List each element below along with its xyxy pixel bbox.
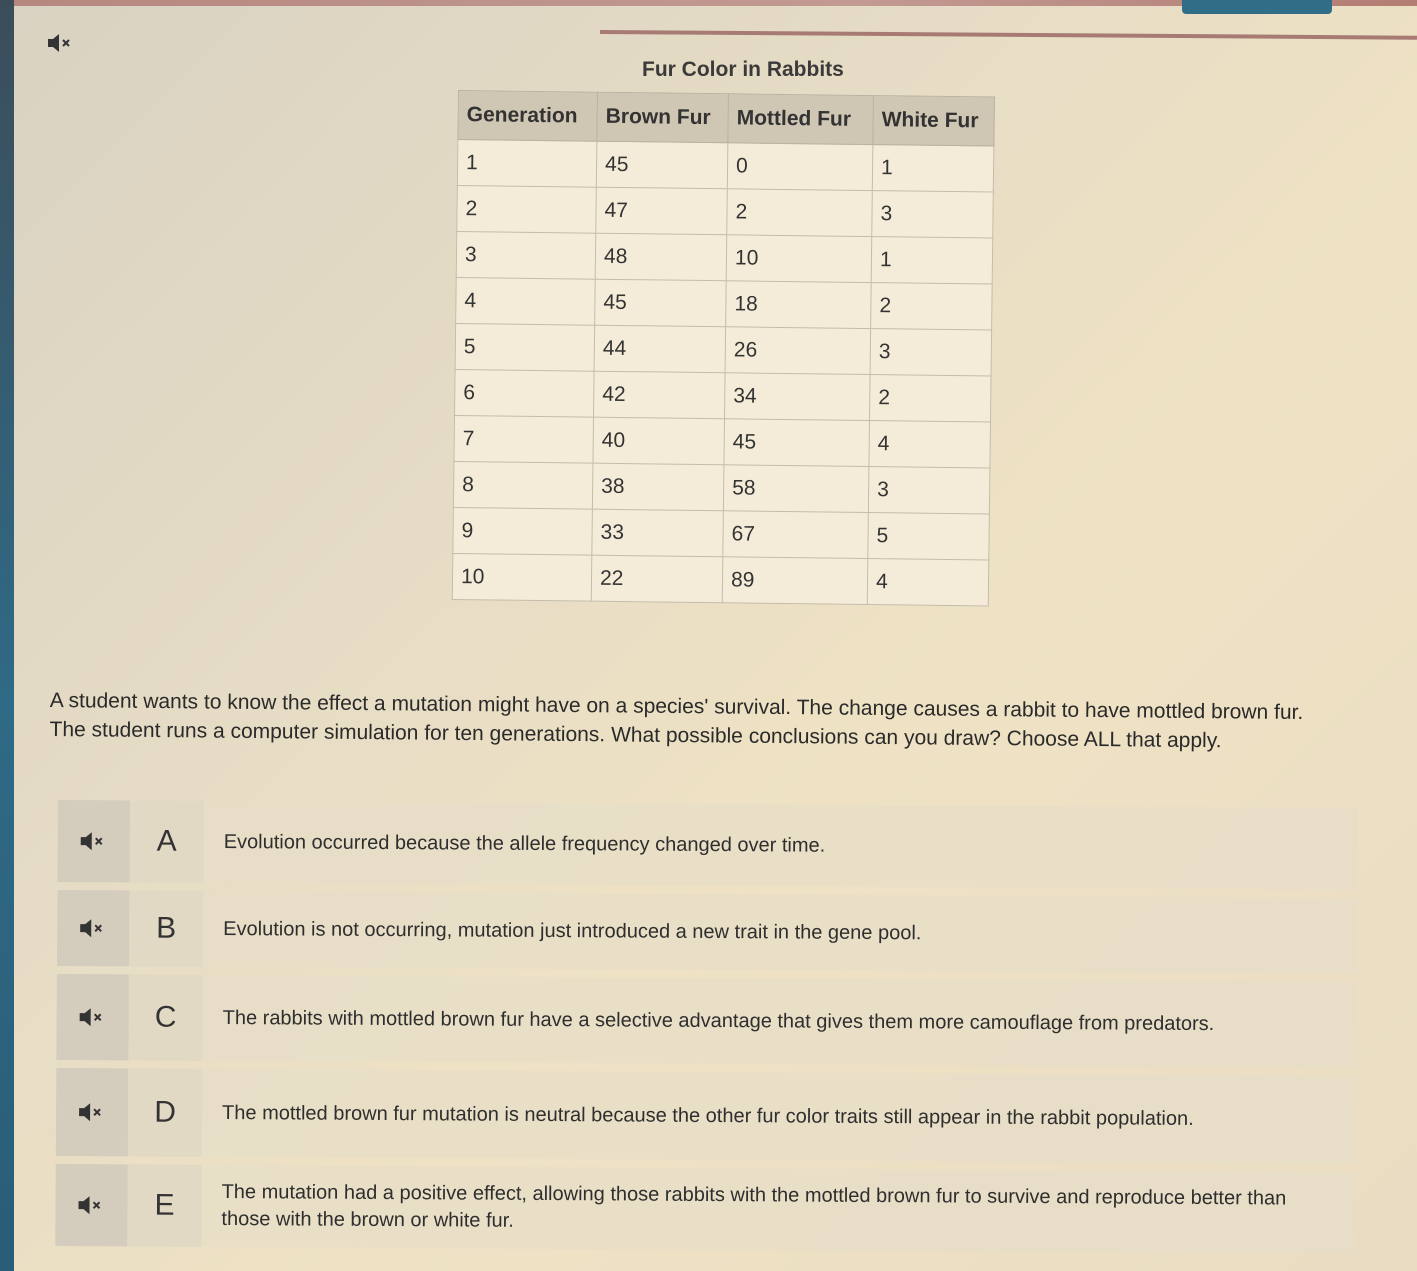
- speaker-muted-icon[interactable]: [56, 1068, 129, 1156]
- table-cell: 45: [724, 419, 870, 467]
- table-header-row: [458, 91, 995, 147]
- option-text: Evolution occurred because the allele frequency changed over time.: [223, 830, 826, 857]
- table-cell: 22: [591, 555, 723, 603]
- table-cell: 3: [868, 467, 990, 514]
- option-letter: B: [129, 890, 203, 966]
- table-cell: 26: [725, 327, 871, 375]
- fur-color-table: [452, 90, 995, 607]
- option-b[interactable]: [57, 890, 1357, 974]
- table-cell: 5: [868, 513, 990, 560]
- table-cell: 3: [870, 329, 992, 376]
- option-c[interactable]: [56, 974, 1357, 1068]
- table-cell: 45: [595, 279, 727, 327]
- table-row: [452, 553, 989, 606]
- speaker-muted-icon[interactable]: [46, 32, 74, 57]
- table-cell: 1: [872, 145, 994, 192]
- header-white-fur: White Fur: [873, 96, 995, 146]
- table-row: [455, 323, 992, 376]
- option-d[interactable]: [56, 1068, 1357, 1164]
- table-cell: 48: [595, 233, 727, 281]
- option-e[interactable]: [55, 1164, 1355, 1254]
- left-edge-strip: [0, 0, 14, 1271]
- table-cell: 1: [457, 140, 597, 188]
- table-cell: 3: [872, 191, 994, 238]
- table-cell: 38: [592, 463, 724, 511]
- table-cell: 7: [454, 415, 594, 463]
- table-cell: 1: [871, 237, 993, 284]
- table-cell: 47: [596, 187, 728, 235]
- table-cell: 0: [727, 143, 873, 191]
- table-cell: 3: [456, 231, 596, 279]
- table-cell: 2: [457, 185, 597, 233]
- option-a[interactable]: [57, 800, 1357, 890]
- table-row: [457, 140, 994, 193]
- table-cell: 10: [726, 235, 872, 283]
- table-cell: 18: [726, 281, 872, 329]
- option-letter: D: [128, 1068, 203, 1156]
- table-row: [453, 461, 990, 514]
- option-text: Evolution is not occurring, mutation just introduced a new trait in the gene pool.: [223, 917, 922, 944]
- table-cell: 34: [725, 373, 871, 421]
- answer-options: [55, 800, 1358, 1262]
- table-row: [456, 277, 993, 330]
- speaker-muted-icon[interactable]: [57, 800, 129, 882]
- table-cell: 10: [452, 553, 592, 601]
- table-cell: 58: [723, 465, 869, 513]
- table-cell: 4: [869, 421, 991, 468]
- table-cell: 8: [453, 461, 593, 509]
- question-text: A student wants to know the effect a mutation might have on a species' survival. The change causes a rabbit to have mottled brown fur. The student runs a computer simulation for ten generations. What possible conclusions can you draw? Choose ALL that apply.: [49, 688, 1304, 753]
- table-cell: 5: [455, 323, 595, 371]
- option-text: The mutation had a positive effect, allowing those rabbits with the mottled brown fur to survive and reproduce better than those with the brown or white fur.: [221, 1181, 1287, 1232]
- header-brown-fur: Brown Fur: [597, 92, 729, 143]
- top-action-button[interactable]: [1182, 0, 1332, 14]
- table-cell: 45: [596, 141, 728, 189]
- table-cell: 4: [456, 277, 596, 325]
- table-cell: 40: [593, 417, 725, 465]
- option-letter: A: [129, 800, 203, 882]
- table-cell: 2: [871, 283, 993, 330]
- table-row: [457, 185, 994, 238]
- speaker-muted-icon[interactable]: [57, 890, 129, 966]
- table-row: [453, 507, 990, 560]
- table-cell: 4: [867, 559, 989, 606]
- table-cell: 33: [592, 509, 724, 557]
- table-cell: 6: [455, 369, 595, 417]
- table-cell: 67: [723, 511, 869, 559]
- speaker-muted-icon[interactable]: [56, 974, 129, 1060]
- table-cell: 44: [594, 325, 726, 373]
- table-row: [456, 231, 993, 284]
- header-divider: [600, 30, 1417, 40]
- table-cell: 9: [453, 507, 593, 555]
- table-cell: 2: [869, 375, 991, 422]
- option-letter: E: [127, 1164, 201, 1246]
- table-row: [454, 415, 991, 468]
- table-cell: 2: [727, 189, 873, 237]
- table-cell: 42: [594, 371, 726, 419]
- header-mottled-fur: Mottled Fur: [728, 94, 874, 145]
- header-generation: Generation: [458, 91, 598, 142]
- option-letter: C: [128, 974, 203, 1060]
- table-cell: 89: [722, 557, 868, 605]
- table-row: [455, 369, 992, 422]
- option-text: The rabbits with mottled brown fur have a selective advantage that gives them more camouflage from predators.: [222, 1006, 1215, 1035]
- table-title: Fur Color in Rabbits: [642, 58, 844, 81]
- option-text: The mottled brown fur mutation is neutral because the other fur color traits still appear in the rabbit population.: [222, 1101, 1194, 1130]
- speaker-muted-icon[interactable]: [55, 1164, 127, 1246]
